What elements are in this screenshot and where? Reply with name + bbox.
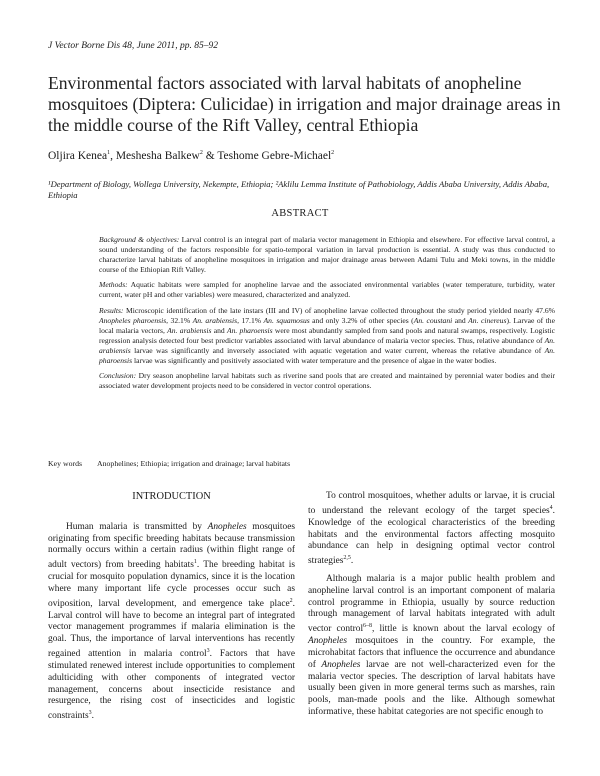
abstract-methods [99, 280, 555, 300]
author-separator: & [202, 150, 218, 162]
body-text: Human malaria is transmitted by [66, 521, 208, 532]
author-affil-mark: 2 [331, 150, 335, 157]
abstract-conclusion [99, 371, 555, 391]
affiliations: ¹Department of Biology, Wollega University, Nekempte, Ethiopia; ²Aklilu Lemma Institute of Pathobiology, Addis Ababa University, Addis Ababa, Ethiopia [48, 179, 550, 200]
abstract-label: Background & objectives: [99, 235, 180, 244]
body-text: To control mosquitoes, whether adults or larvae, it is crucial to understand the relevant ecology of the target species [308, 491, 555, 516]
citation-mark: 2 [289, 597, 293, 604]
abstract-text: , 32.1% [166, 315, 193, 325]
body-text: . Factors that have stimulated renewed interest include opportunities to complement adulticiding with other components of integrated vector management, concerns about insecticide resistance and resurgence, the rising cost of insecticides and logistic constraints [48, 649, 296, 722]
abstract-text: larvae was significantly and inversely associated with aquatic vegetation and water current, whereas the relative abundance of [130, 345, 545, 355]
author-name: Teshome Gebre-Michael [217, 150, 332, 162]
abstract-label: Results: [99, 305, 124, 315]
citation-mark: 6–8 [363, 623, 373, 630]
author-name: Meshesha Balkew [115, 150, 200, 162]
author-affil-mark: 2 [199, 150, 203, 157]
abstract-text: ). Larvae of the local malaria vectors, [99, 315, 555, 335]
genus-name: Anopheles [308, 636, 348, 647]
species-name: An. coustani [413, 315, 453, 325]
species-name: An. squamosus [263, 315, 310, 325]
keywords [48, 459, 290, 468]
species-name: An. pharoensis [226, 325, 273, 335]
author-separator: , [110, 150, 116, 162]
species-name: Anopheles pharoensis [99, 315, 167, 325]
abstract-label: Conclusion: [99, 371, 137, 381]
body-paragraph [308, 574, 555, 719]
section-heading-introduction: INTRODUCTION [132, 491, 211, 502]
abstract-text: and [211, 325, 227, 335]
species-name: An. cinereus [468, 315, 507, 325]
body-text: mosquitoes originating from specific breeding habitats because transmission normally occurs within a certain radius (within flight range of adult vectors) from breeding habitats [48, 521, 295, 571]
citation-mark: 2,5 [343, 555, 351, 562]
abstract-body [99, 235, 555, 396]
article-title: Environmental factors associated with larval habitats of anopheline mosquitoes (Diptera: Culicidae) in irrigation and major drainage areas in the middle course of the Rift Valley, central Ethiopia [48, 73, 561, 135]
body-text: . Larval control will have to become an integral part of integrated vector management programmes if malaria elimination is the goal. Thus, the importance of larval interventions has recently regained attention in malaria control [48, 598, 295, 660]
body-column-right [308, 491, 555, 725]
body-text: mosquitoes in the country. For example, the microhabitat factors that influence the occurrence and abundance of [308, 636, 555, 670]
genus-name: Anopheles [207, 521, 247, 532]
abstract-text: Microscopic identification of the late instars (III and IV) of anopheline larvae collected throughout the study period yielded nearly 47.6% [123, 305, 555, 315]
abstract-text: and only 3.2% of other species ( [309, 315, 414, 325]
abstract-text: and [452, 315, 469, 325]
species-name: An. arabiensis [192, 315, 238, 325]
abstract-results [99, 306, 555, 367]
body-text: . The breeding habitat is crucial for mosquito population dynamics, since it is the location where many important life cycle processes occur such as oviposition, larval development, and emergence take place [48, 560, 295, 609]
abstract-text: Dry season anopheline larval habitats such as riverine sand pools that are created and maintained by perennial water bodies and their associated water development projects need to be considered in vector control operations. [99, 371, 555, 391]
abstract-background [99, 235, 555, 275]
journal-citation: J Vector Borne Dis 48, June 2011, pp. 85–92 [48, 41, 219, 51]
body-paragraph [48, 522, 295, 723]
author-name: Oljira Kenea [48, 150, 108, 162]
citation-mark: 1 [193, 559, 197, 566]
citation-mark: 3 [206, 648, 210, 655]
keywords-label: Key words [48, 459, 82, 468]
abstract-label: Methods: [99, 280, 128, 290]
body-text: . [350, 556, 354, 567]
abstract-text: Aquatic habitats were sampled for anopheline larvae and the associated environmental variables (water temperature, turbidity, water current, water pH and other variables) were measured, characterized and analyzed. [99, 280, 555, 300]
abstract-text: larvae was significantly and positively associated with water temperature and the presence of algae in the water bodies. [132, 356, 497, 366]
body-text: larvae are not well-characterized even for the malaria vector species. The description of larval habitats have usually been given in more general terms such as marshes, rain pools, man-made pools and the like. Although somewhat informative, these habitat categories are not specific enough to [308, 659, 555, 717]
citation-mark: 3 [88, 710, 92, 717]
citation-mark: 4 [549, 504, 553, 511]
author-list [48, 150, 334, 162]
author-affil-mark: 1 [107, 150, 111, 157]
abstract-text: , 17.1% [237, 315, 264, 325]
abstract-text: Larval control is an integral part of malaria vector management in Ethiopia and elsewhere. For effective larval control, a sound understanding of the factors responsible for spatio-temporal variation in larval production is essential. A study was thus conducted to characterize larval habitats of anopheline mosquitoes in irrigation and major drainage areas between Adami Tulu and Meki towns, in the middle course of the Ethiopian Rift Valley. [99, 235, 555, 275]
abstract-heading: ABSTRACT [271, 208, 329, 219]
genus-name: Anopheles [321, 659, 361, 670]
keywords-text: Anophelines; Ethiopia; irrigation and drainage; larval habitats [97, 459, 291, 468]
species-name: An. pharoensis [99, 345, 555, 366]
body-text: . Knowledge of the ecological characteristics of the breeding habitats and the environmental factors affecting mosquito abundance can help in designing optimal vector control strategies [308, 505, 555, 567]
body-paragraph [308, 491, 555, 568]
species-name: An. arabiensis [167, 325, 212, 335]
body-text: Although malaria is a major public health problem and anopheline larval control is an important component of malaria control programme in Ethiopia, usually by source reduction through management of larval habitats integrated with adult vector control [308, 574, 555, 635]
body-column-left [48, 491, 295, 729]
body-text: . [91, 711, 94, 722]
abstract-text: were most abundantly sampled from sand pools and natural swamps, respectively. Logistic regression analysis detected four best predictor variables associated with larval abundance of malaria vector species. Thus, relative abundance of [99, 325, 555, 345]
body-text: , little is known about the larval ecology of [372, 624, 555, 635]
species-name: An. arabiensis [99, 335, 555, 355]
